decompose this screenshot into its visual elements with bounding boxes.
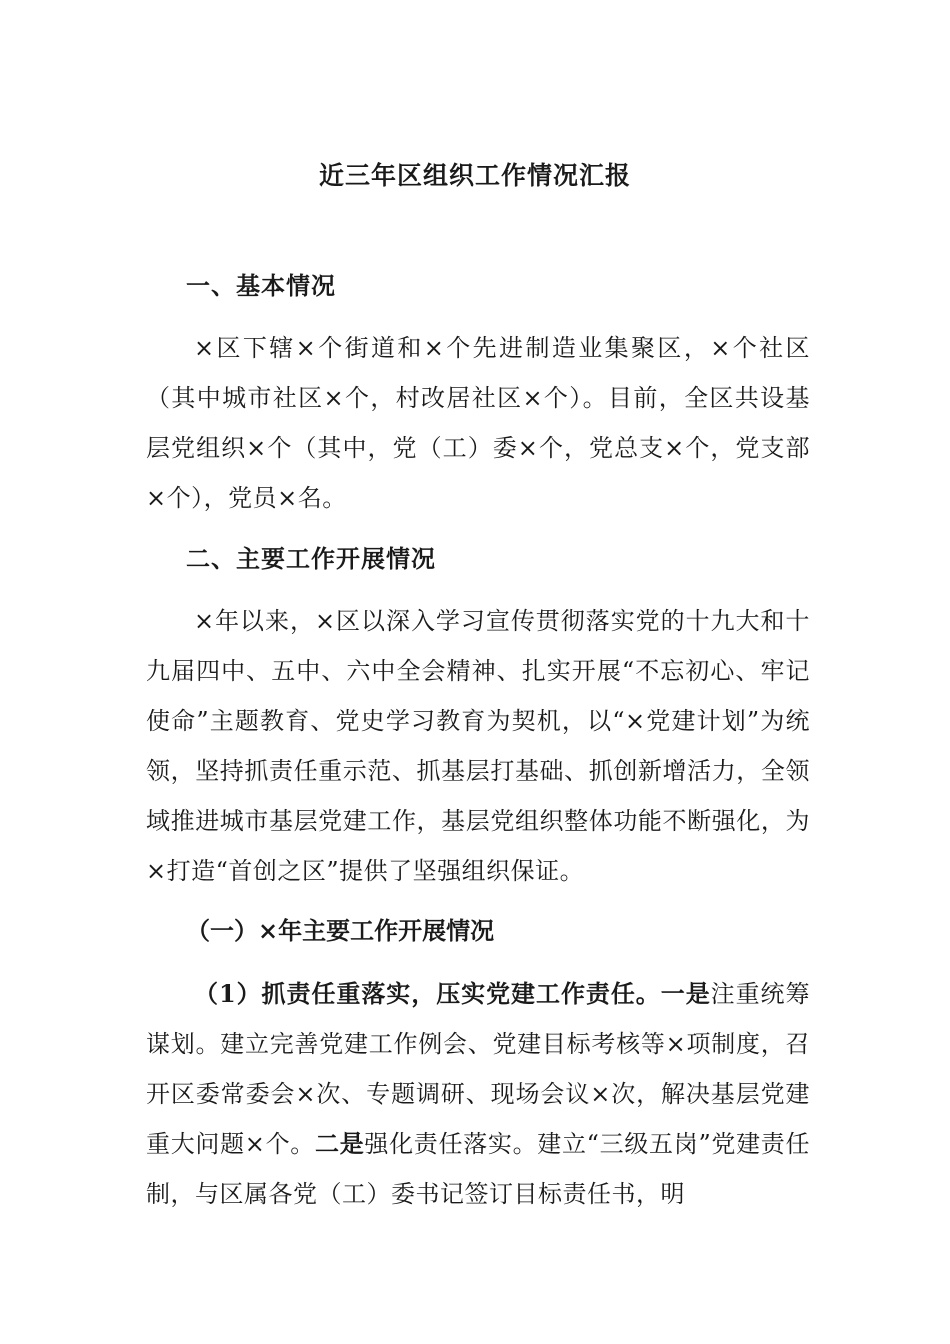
subsection-heading: （一）×年主要工作开展情况 [186,916,495,945]
document-title: 近三年区组织工作情况汇报 [318,161,631,190]
item-second-label: 二是 [315,1129,365,1158]
item-first-text: 注重统筹谋划。建立完善党建工作例会、党建目标考核等×项制度，召开区委常委会×次、专题调研、现场会议×次，解决基层党建重大问题×个。 [146,980,811,1158]
section-paragraph-main-work: ×年以来，×区以深入学习宣传贯彻落实党的十九大和十九届四中、五中、六中全会精神、扎实开展“不忘初心、牢记使命”主题教育、党史学习教育为契机，以“×党建计划”为统领，坚持抓责任重示范、抓基层打基础、抓创新增活力，全领域推进城市基层党建工作，基层党组织整体功能不断强化，为×打造“首创之区”提供了坚强组织保证。 [146,607,810,885]
section-paragraph-basic: ×区下辖×个街道和×个先进制造业集聚区，×个社区（其中城市社区×个，村改居社区×个）。目前，全区共设基层党组织×个（其中，党（工）委×个，党总支×个，党支部×个），党员×名。 [146,334,810,512]
item-lead: （1）抓责任重落实，压实党建工作责任。 [194,979,661,1008]
item-paragraph [146,969,810,1219]
item-first-label: 一是 [660,979,711,1008]
section-heading-main-work: 二、主要工作开展情况 [186,544,436,573]
section-heading-basic: 一、基本情况 [186,271,336,300]
item-second-text: 强化责任落实。建立“三级五岗”党建责任制，与区属各党（工）委书记签订目标责任书，明 [146,1130,811,1208]
